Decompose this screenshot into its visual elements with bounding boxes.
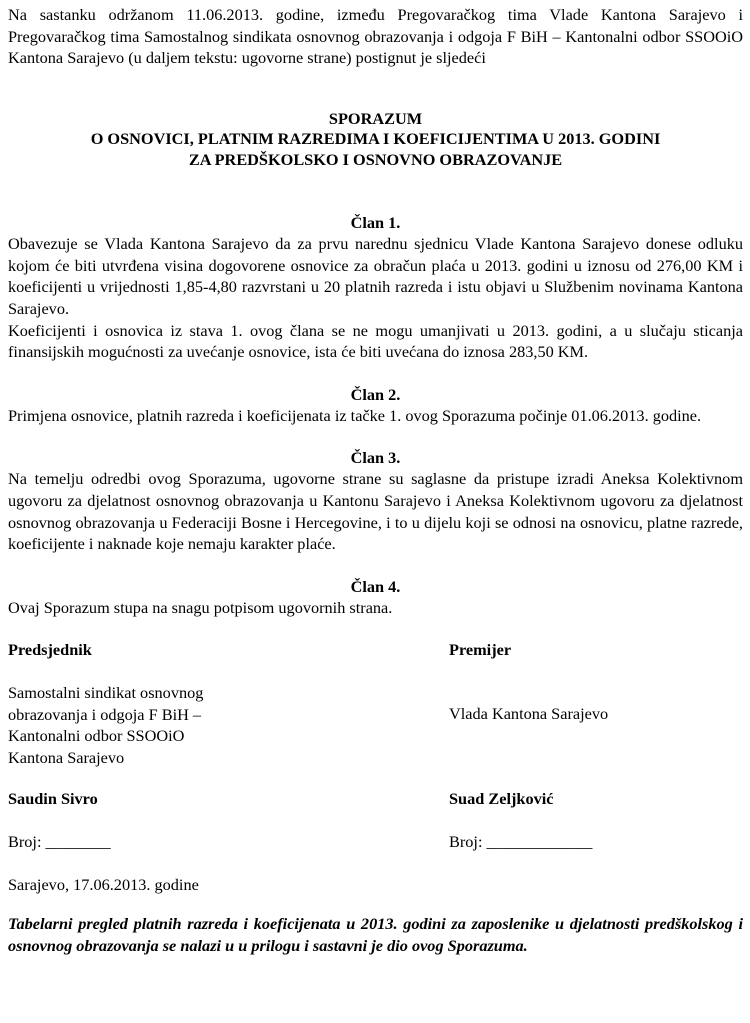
place-and-date: Sarajevo, 17.06.2013. godine — [8, 874, 199, 894]
article-1-paragraph-1: Obavezuje se Vlada Kantona Sarajevo da za prvu narednu sjednicu Vlade Kantona Sarajevo donese odluku kojom će biti utvrđena visina dogovorene osnovice za obračun plaća u 2013. godini u iznosu od 276,00 KM i koeficijenti u vrijednosti 1,85-4,80 razvrstani u 20 platnih razreda i istu objavi u Službenim novinama Kantona Sarajevo. — [8, 234, 743, 319]
article-1-heading: Član 1. — [350, 213, 401, 233]
left-org-line: Kantonalni odbor SSOOiO — [8, 726, 185, 746]
article-4-heading: Član 4. — [350, 576, 401, 596]
signature-roles-row — [8, 639, 743, 661]
document-subtitle-2: ZA PREDŠKOLSKO I OSNOVNO OBRAZOVANJE — [188, 149, 563, 169]
article-3-heading: Član 3. — [350, 448, 401, 468]
footnote-annex-note: Tabelarni pregled platnih razreda i koeficijenata u 2013. godini za zaposlenike u djelatnosti predškolskog i osnovnog obrazovanja se nalazi u u prilogu i sastavni je dio ovog Sporazuma. — [8, 914, 743, 955]
right-signatory-role: Premijer — [449, 640, 512, 660]
reference-numbers-row — [8, 831, 743, 853]
intro-paragraph: Na sastanku održanom 11.06.2013. godine, između Pregovaračkog tima Vlade Kantona Sarajevo i Pregovaračkog tima Samostalnog sindikata osnovnog obrazovanja i odgoja F BiH – Kantonalni odbor SSOOiO Kantona Sarajevo (u daljem tekstu: ugovorne strane) postignut je sljedeći — [8, 5, 743, 68]
article-2-heading: Član 2. — [350, 384, 401, 404]
document-page — [8, 4, 743, 956]
right-org-line: Vlada Kantona Sarajevo — [449, 704, 609, 723]
document-title: SPORAZUM — [328, 108, 423, 128]
left-signatory-role: Predsjednik — [8, 640, 92, 660]
left-org-line: Samostalni sindikat osnovnog — [8, 683, 204, 702]
left-signatory-name: Saudin Sivro — [8, 789, 98, 809]
left-org-line: Kantona Sarajevo — [8, 747, 125, 767]
left-org-line: obrazovanja i odgoja F BiH – — [8, 704, 202, 724]
document-subtitle-1: O OSNOVICI, PLATNIM RAZREDIMA I KOEFICIJENTIMA U 2013. GODINI — [90, 129, 661, 149]
right-reference-number: Broj: _____________ — [449, 831, 593, 851]
article-3-paragraph-1: Na temelju odredbi ovog Sporazuma, ugovorne strane su saglasne da pristupe izradi Aneksa Kolektivnom ugovoru za djelatnost osnovnog obrazovanja u Kantonu Sarajevo i Aneksa Kolektivnom ugovoru za djelatnost osnovnog obrazovanja u Federaciji Bosne i Hercegovine, i to u dijelu koji se odnosi na osnovicu, platne razrede, koeficijente i naknade koje nemaju karakter plaće. — [8, 469, 743, 554]
left-signatory-org — [8, 682, 449, 768]
left-reference-number: Broj: ________ — [8, 831, 111, 851]
article-1-paragraph-2: Koeficijenti i osnovica iz stava 1. ovog člana se ne mogu umanjivati u 2013. godini, a u slučaju sticanja finansijskih mogućnosti za uvećanje osnovice, ista će biti uvećana do iznosa 283,50 KM. — [8, 320, 743, 362]
article-2-paragraph-1: Primjena osnovice, platnih razreda i koeficijenata iz tačke 1. ovog Sporazuma počinje 01.06.2013. godine. — [8, 405, 702, 425]
article-4-paragraph-1: Ovaj Sporazum stupa na snagu potpisom ugovornih strana. — [8, 597, 393, 617]
right-signatory-name: Suad Zeljković — [449, 789, 554, 809]
signature-orgs-row — [8, 682, 743, 768]
signature-names-row — [8, 788, 743, 810]
right-signatory-org — [449, 682, 743, 768]
